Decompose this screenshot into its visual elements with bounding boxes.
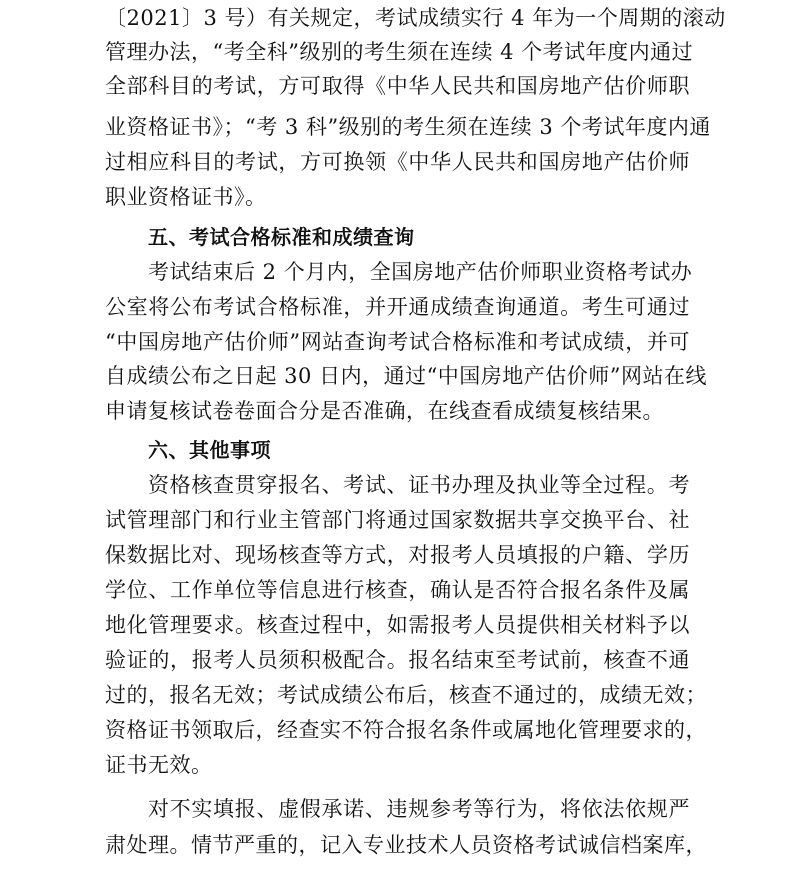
text-line: 管理办法，“考全科”级别的考生须在连续 4 个考试年度内通过 [105,40,694,64]
text-line: 职业资格证书》。 [105,185,267,209]
text-line: 对不实填报、虚假承诺、违规参考等行为，将依法依规严 [148,797,690,821]
text-line: “中国房地产估价师”网站查询考试合格标准和考试成绩，并可 [105,330,690,354]
text-line: 申请复核试卷卷面合分是否准确，在线查看成绩复核结果。 [105,399,664,423]
text-line: 资格核查贯穿报名、考试、证书办理及执业等全过程。考 [148,473,690,497]
text-line: 验证的，报考人员须积极配合。报名结束至考试前，核查不通 [105,648,690,672]
text-line: 公室将公布考试合格标准，并开通成绩查询通道。考生可通过 [105,295,690,319]
text-line: 业资格证书》；“考 3 科”级别的考生须在连续 3 个考试年度内通 [105,115,711,139]
text-line: 过的，报名无效；考试成绩公布后，核查不通过的，成绩无效； [105,683,707,707]
text-line: 肃处理。情节严重的，记入专业技术人员资格考试诚信档案库， [105,833,707,857]
text-line: 自成绩公布之日起 30 日内，通过“中国房地产估价师”网站在线 [105,364,708,388]
text-line: 资格证书领取后，经查实不符合报名条件或属地化管理要求的， [105,718,707,742]
text-line: 保数据比对、现场核查等方式，对报考人员填报的户籍、学历 [105,543,690,567]
text-line: 学位、工作单位等信息进行核查，确认是否符合报名条件及属 [105,578,690,602]
text-line: 地化管理要求。核查过程中，如需报考人员提供相关材料予以 [105,613,690,637]
text-line: 过相应科目的考试，方可换领《中华人民共和国房地产估价师 [105,150,690,174]
section-heading-6: 六、其他事项 [148,438,271,462]
text-line: 试管理部门和行业主管部门将通过国家数据共享交换平台、社 [105,508,690,532]
text-line: 〔2021〕3 号）有关规定，考试成绩实行 4 年为一个周期的滚动 [105,6,726,30]
section-heading-5: 五、考试合格标准和成绩查询 [148,225,415,249]
text-line: 考试结束后 2 个月内，全国房地产估价师职业资格考试办 [148,260,693,284]
text-line: 全部科目的考试，方可取得《中华人民共和国房地产估价师职 [105,74,690,98]
text-line: 证书无效。 [105,753,213,777]
